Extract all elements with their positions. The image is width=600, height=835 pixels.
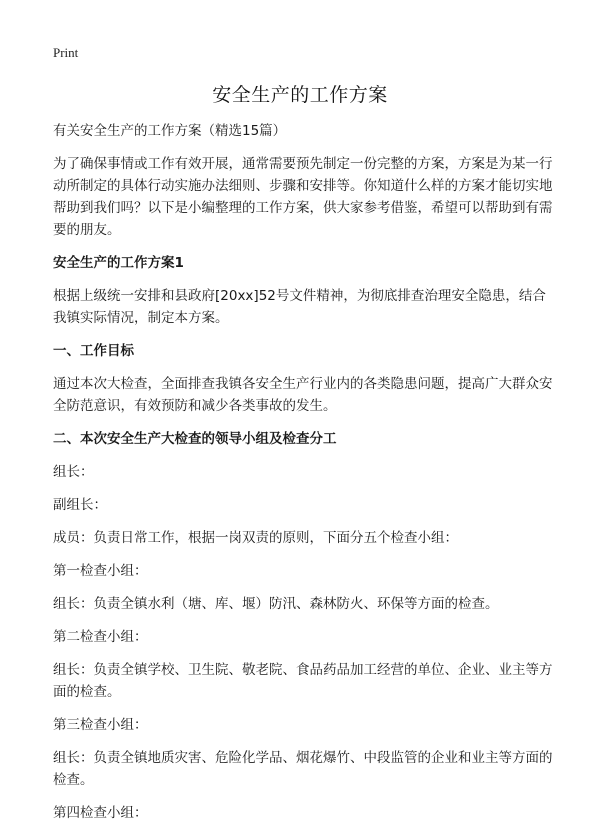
intro-paragraph: 为了确保事情或工作有效开展，通常需要预先制定一份完整的方案，方案是为某一行动所制定的具体行动实施办法细则、步骤和安排等。你知道什么样的方案才能切实地帮助到我们吗？以下是小编整理的工作方案，供大家参考借鉴，希望可以帮助到有需要的朋友。: [53, 156, 553, 238]
deputy-line: 副组长：: [53, 497, 107, 513]
members-line: 成员：负责日常工作，根据一岗双责的原则，下面分五个检查小组：: [53, 530, 458, 546]
goal-heading: 一、工作目标: [53, 343, 134, 359]
group4-title: 第四检查小组：: [53, 805, 148, 821]
document-title: 安全生产的工作方案: [212, 84, 388, 106]
leader-line: 组长：: [53, 464, 94, 480]
group2-title: 第二检查小组：: [53, 629, 148, 645]
print-link[interactable]: Print: [53, 45, 79, 60]
group-heading: 二、本次安全生产大检查的领导小组及检查分工: [53, 431, 337, 447]
subtitle: 有关安全生产的工作方案（精选15篇）: [53, 123, 287, 139]
group3-title: 第三检查小组：: [53, 717, 148, 733]
section-heading: 安全生产的工作方案1: [53, 255, 184, 271]
goal-paragraph: 通过本次大检查，全面排查我镇各安全生产行业内的各类隐患问题，提高广大群众安全防范意识，有效预防和减少各类事故的发生。: [53, 376, 553, 414]
group2-desc: 组长：负责全镇学校、卫生院、敬老院、食品药品加工经营的单位、企业、业主等方面的检查。: [53, 662, 553, 700]
group1-title: 第一检查小组：: [53, 563, 148, 579]
group3-desc: 组长：负责全镇地质灾害、危险化学品、烟花爆竹、中段监管的企业和业主等方面的检查。: [53, 750, 553, 788]
group1-desc: 组长：负责全镇水利（塘、库、堰）防汛、森林防火、环保等方面的检查。: [53, 596, 499, 612]
section-paragraph: 根据上级统一安排和县政府[20xx]52号文件精神，为彻底排查治理安全隐患，结合我镇实际情况，制定本方案。: [53, 288, 546, 326]
document-body: [53, 120, 553, 835]
